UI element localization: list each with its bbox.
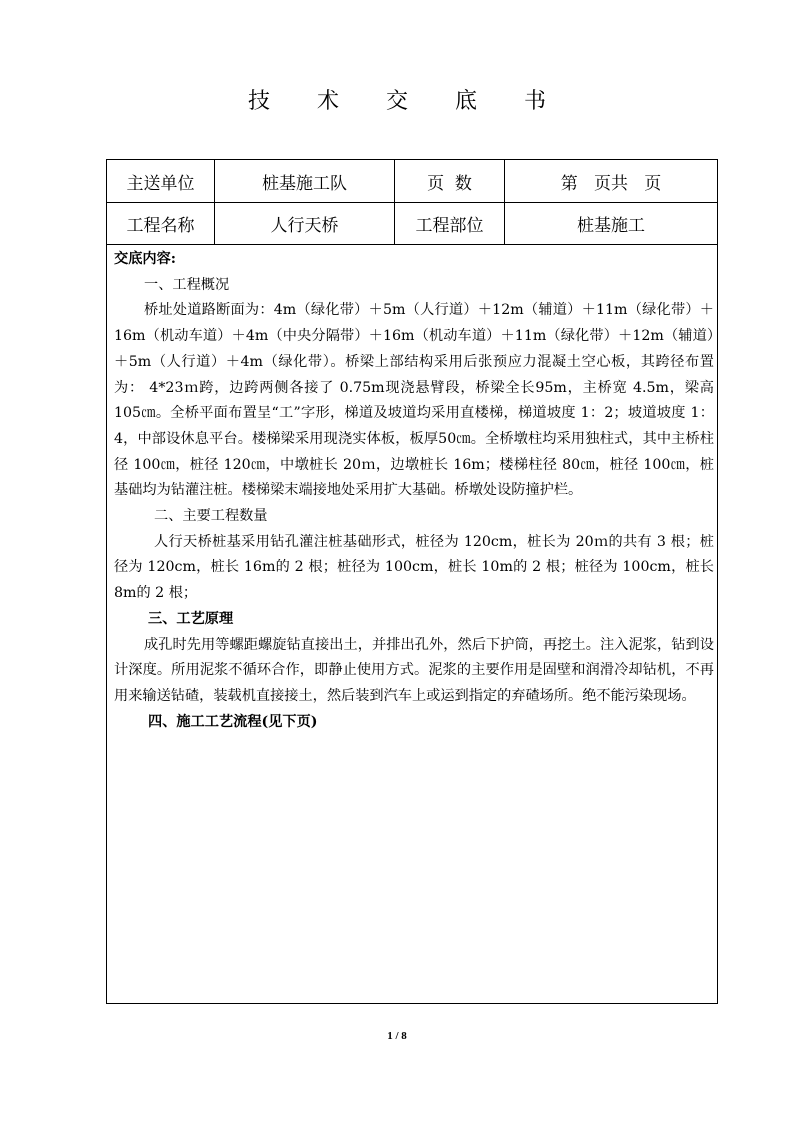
section-2-text: 人行天桥桩基采用钻孔灌注桩基础形式，桩径为 120cm，桩长为 20ｍ的共有 3 根；桩径为 120cm，桩长 16m的 2 根；桩径为 100cm，桩长 10m的 2 根；桩径为 100cm，桩长 8m的 2 根； [114, 533, 714, 602]
page-count-value-cell [505, 160, 717, 202]
recipient-label-cell [107, 160, 215, 202]
section-4-heading: 四、施工工艺流程(见下页) [148, 713, 318, 730]
project-name-label: 工程名称 [126, 216, 195, 236]
header-row-1 [107, 160, 717, 203]
section-3-heading: 三、工艺原理 [148, 610, 234, 627]
section-1-heading: 一、工程概况 [144, 276, 230, 293]
header-row-2 [107, 203, 717, 245]
recipient-value: 桩基施工队 [262, 173, 347, 194]
project-part-value-cell [505, 203, 717, 244]
project-part-label-cell [395, 203, 505, 244]
project-name-value-cell [215, 203, 395, 244]
page-count-value: 第 页共 页 [560, 173, 662, 194]
project-name-label-cell [107, 203, 215, 244]
disclosure-form [106, 159, 718, 1004]
page-count-label-cell [395, 160, 505, 202]
disclosure-content [114, 247, 714, 735]
content-label: 交底内容: [114, 251, 176, 267]
document-title: 技 术 交 底 书 [248, 89, 566, 114]
page-count-label: 页 数 [427, 173, 472, 194]
section-1-text: 桥址处道路断面为：4m（绿化带）＋5m（人行道）＋12m（辅道）＋11m（绿化带）＋16m（机动车道）＋4m（中央分隔带）＋16m（机动车道）＋11m（绿化带）＋12m（辅道）＋5m（人行道）＋4m（绿化带）。桥梁上部结构采用后张预应力混凝土空心板，其跨径布置为： 4*23ｍ跨，边跨两侧各接了 0.75m现浇悬臂段，桥梁全长95m，主桥宽 4.5m，梁高 105㎝。全桥平面布置呈“工”字形，梯道及坡道均采用直楼梯，梯道坡度 1：2；坡道坡度 1：4，中部设休息平台。楼梯梁采用现浇实体板，板厚50㎝。全桥墩柱均采用独柱式，其中主桥柱径 100㎝，桩径 120㎝，中墩桩长 20ｍ，边墩桩长 16m；楼梯柱径 80㎝，桩径 100㎝，桩基础均为钻灌注桩。楼梯梁末端接地处采用扩大基础。桥墩处设防撞护栏。 [114, 302, 714, 499]
project-part-value: 桩基施工 [577, 216, 645, 236]
project-name-value: 人行天桥 [270, 216, 339, 236]
section-2-heading: 二、主要工程数量 [154, 508, 268, 525]
recipient-label: 主送单位 [126, 173, 195, 194]
section-3-text: 成孔时先用等螺距螺旋钻直接出土，并排出孔外，然后下护筒，再挖土。注入泥浆，钻到设计深度。所用泥浆不循环合作，即静止使用方式。泥浆的主要作用是固壁和润滑冷却钻机，不再用来输送钻碴，装载机直接接土，然后装到汽车上或运到指定的弃碴场所。绝不能污染现场。 [114, 636, 714, 704]
recipient-value-cell [215, 160, 395, 202]
page-number: 1 / 8 [387, 1030, 407, 1042]
project-part-label: 工程部位 [415, 216, 484, 236]
